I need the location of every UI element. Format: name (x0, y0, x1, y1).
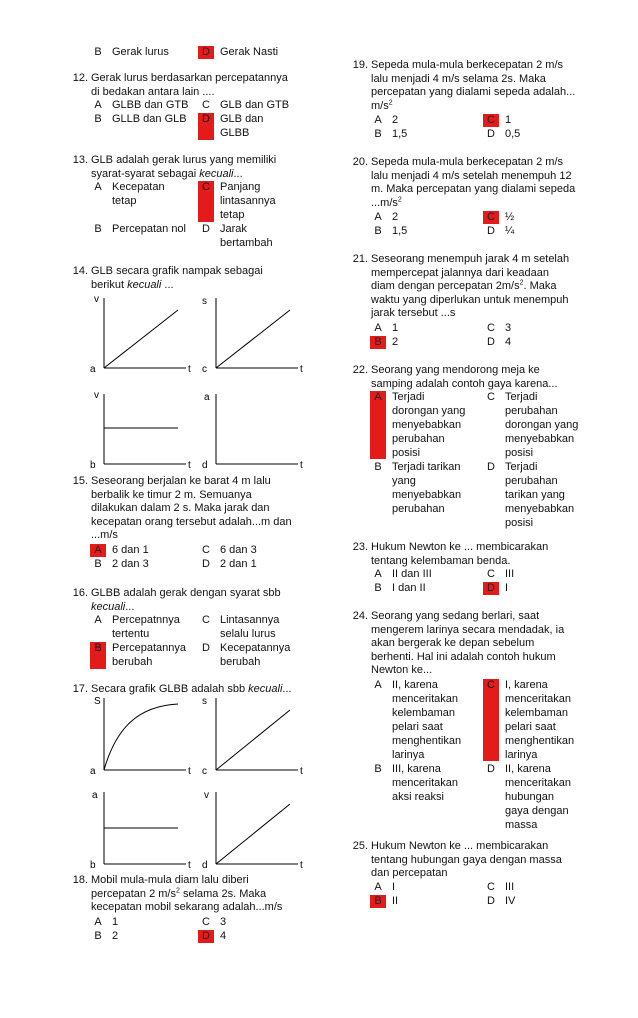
option-letter: B (374, 461, 382, 473)
option-letter: A (374, 114, 382, 126)
option-text: perubahan (505, 405, 558, 417)
stem-line: lalu menjadi 4 m/s setelah menempuh 12 (371, 169, 572, 182)
stem-line: Sepeda mula-mula berkecepatan 2 m/s (371, 59, 563, 71)
graph-letter-a: a (90, 364, 96, 374)
answer-mark: C (483, 114, 499, 127)
question-12 (60, 72, 320, 142)
answer-mark: C (483, 211, 499, 224)
question-18 (60, 874, 320, 954)
graph-letter-d: d (202, 460, 208, 470)
question-number: 24. (352, 610, 368, 622)
stem-line: berikut kecuali ... (91, 278, 174, 291)
option-letter: C (487, 568, 495, 580)
stem-line: dan percepatan (371, 867, 448, 879)
option-text: bertambah (220, 237, 273, 249)
option-text: Gerak lurus (112, 46, 169, 58)
graph-14a-vt-linear (88, 292, 208, 374)
option-text: Terjadi (505, 391, 538, 403)
option-text: Percepatnnya (112, 614, 180, 626)
question-number: 18. (72, 874, 88, 886)
option-text: 2 dan 1 (220, 558, 257, 570)
option-letter: A (94, 916, 102, 928)
question-stem (91, 587, 351, 614)
option-text: menceritakan (505, 693, 572, 705)
option-text: 2 (392, 114, 399, 126)
option-text: II, karena (392, 679, 438, 691)
stem-text: m/s (371, 99, 389, 112)
option-text: GLB dan (220, 113, 264, 125)
option-text: 1 (112, 916, 119, 928)
graph-17d-vt-linear (200, 786, 320, 871)
answer-mark: B (370, 895, 386, 908)
stem-line: berbalik ke timur 2 m. Semuanya (91, 488, 252, 501)
answer-mark: D (483, 582, 499, 595)
stem-line: Sepeda mula-mula berkecepatan 2 m/s (371, 156, 563, 168)
question-20 (340, 156, 630, 246)
option-text: lintasannya (220, 195, 276, 207)
option-letter: B (94, 558, 102, 570)
option-text: II (392, 895, 399, 907)
option-text: tetap (112, 195, 137, 207)
option-text: 6 dan 3 (220, 544, 257, 556)
option-letter: D (487, 461, 495, 473)
option-text: posisi (505, 447, 534, 459)
option-letter: B (374, 763, 382, 775)
option-text: 2 (392, 211, 399, 223)
option-text: selalu lurus (220, 628, 276, 640)
axis-label-a: a (92, 790, 98, 801)
option-text: Terjadi tarikan (392, 461, 461, 473)
question-stem (371, 541, 626, 568)
question-stem (91, 475, 351, 543)
option-text: pelari saat (505, 721, 556, 733)
option-text: perubahan (392, 433, 445, 445)
option-text: 2 (112, 930, 119, 942)
option-letter: A (374, 391, 382, 403)
question-stem (371, 364, 626, 391)
stem-line: Newton ke... (371, 664, 433, 676)
option-text: pelari saat (392, 721, 443, 733)
question-number: 25. (352, 840, 368, 852)
question-number: 17. (72, 683, 88, 695)
option-text: hubungan (505, 791, 554, 803)
option-text: Gerak Nasti (220, 46, 279, 58)
option-text: Kecepatannya (220, 642, 291, 654)
option-letter: D (487, 895, 495, 907)
axis-label-t: t (300, 766, 303, 777)
option-letter: C (487, 391, 495, 403)
stem-text: berikut (91, 278, 128, 291)
option-text: dorongan yang (505, 419, 579, 431)
option-text: larinya (392, 749, 425, 761)
option-text: 0,5 (505, 128, 521, 140)
graph-letter-c: c (202, 364, 207, 374)
option-text: tertentu (112, 628, 150, 640)
axis-label-a: a (204, 392, 210, 403)
axis-label-t: t (300, 364, 303, 374)
option-text: Percepatannya (112, 642, 186, 654)
axis-label-t: t (188, 766, 191, 777)
superscript: 2 (519, 279, 524, 287)
option-text: Jarak (220, 223, 247, 235)
question-number: 21. (352, 253, 368, 265)
option-text: III (505, 568, 515, 580)
stem-line: kecepatan orang tersebut adalah...m dan (91, 515, 292, 528)
option-text: posisi (505, 517, 534, 529)
option-letter: A (94, 99, 102, 111)
option-letter: D (487, 336, 495, 348)
stem-line: Hukum Newton ke ... membicarakan (371, 541, 549, 553)
option-text: berubah (220, 656, 261, 668)
option-text: GLBB dan GTB (112, 99, 189, 111)
option-letter: A (374, 679, 382, 691)
option-text: Terjadi (392, 391, 425, 403)
superscript: 2 (397, 195, 402, 203)
option-letter: D (487, 225, 495, 237)
question-stem (371, 253, 626, 321)
question-number: 12. (72, 72, 88, 84)
question-21 (340, 253, 630, 353)
stem-text: selama 2s. Maka (179, 887, 267, 900)
option-letter: B (94, 930, 102, 942)
axis-label-s: s (202, 696, 207, 707)
option-letter: B (94, 46, 102, 58)
axis-label-v: v (94, 294, 99, 305)
stem-line: dilakukan dalam 2 s. Maka jarak dan (91, 502, 270, 514)
option-text: kelembaman (392, 707, 455, 719)
stem-emphasis: kecuali (127, 278, 162, 291)
option-letter: A (94, 181, 102, 193)
stem-line: akan bergerak ke depan sebelum (371, 637, 535, 649)
option-letter: A (374, 211, 382, 223)
stem-line: GLB adalah gerak lurus yang memiliki (91, 154, 277, 166)
option-letter: D (202, 642, 210, 654)
option-text: tarikan yang (505, 489, 565, 501)
option-letter: C (487, 881, 495, 893)
stem-line: Seorang yang sedang berlari, saat (371, 610, 540, 622)
stem-line (371, 100, 626, 114)
graph-letter-b: b (90, 460, 96, 470)
stem-text: syarat-syarat sebagai (91, 167, 200, 180)
option-text: III (505, 881, 515, 893)
option-text: 1 (505, 114, 512, 126)
option-letter: B (94, 223, 102, 235)
option-text: Kecepatan (112, 181, 165, 193)
stem-line: mengerem larinya secara mendadak, ia (371, 623, 565, 636)
option-text: III, karena (392, 763, 441, 775)
option-text: 6 dan 1 (112, 544, 149, 556)
stem-line: tentang hubungan gaya dengan massa (371, 853, 562, 866)
question-stem (371, 59, 626, 113)
option-text: I (505, 582, 509, 594)
stem-text: . Maka (523, 280, 557, 292)
option-text: Panjang (220, 181, 261, 193)
graph-letter-c: c (202, 766, 207, 777)
option-letter: A (374, 881, 382, 893)
stem-text: Secara grafik GLBB adalah sbb (91, 683, 249, 695)
graph-14d-at-zero (200, 388, 320, 470)
option-text: ¼ (505, 225, 515, 237)
option-text: menceritakan (505, 777, 572, 789)
stem-line: Seorang yang mendorong meja ke (371, 364, 540, 376)
stem-emphasis: kecuali (91, 600, 126, 613)
option-letter: C (487, 679, 495, 691)
option-text: menyebabkan (392, 489, 462, 501)
option-text: berubah (112, 656, 153, 668)
question-23 (340, 541, 630, 601)
option-letter: D (487, 763, 495, 775)
question-number: 16. (72, 587, 88, 599)
option-text: GLBB (220, 127, 250, 139)
option-text: GLB dan GTB (220, 99, 290, 111)
question-16 (60, 587, 320, 667)
question-15 (60, 475, 320, 575)
stem-line: tentang kelembaman benda. (371, 554, 511, 567)
option-text: I (392, 881, 396, 893)
question-stem (371, 840, 626, 881)
option-text: 3 (505, 322, 512, 334)
option-text: IV (505, 895, 516, 907)
axis-label-s: s (202, 296, 207, 307)
question-stem (91, 874, 351, 915)
option-text: massa (505, 819, 538, 831)
stem-text: diam dengan percepatan 2m/s (371, 280, 520, 292)
question-number: 22. (352, 364, 368, 376)
stem-line: m. Maka percepatan yang dialami sepeda (371, 183, 576, 195)
option-letter: B (374, 225, 382, 237)
stem-line: mempercepat jalannya dari keadaan (371, 266, 549, 279)
stem-line: Secara grafik GLBB adalah sbb kecuali... (91, 683, 292, 695)
stem-line: percepatan yang dialami sepeda adalah... (371, 86, 576, 98)
stem-line (91, 888, 351, 902)
question-19 (340, 59, 630, 149)
option-text: gaya dengan (505, 805, 569, 817)
option-text: menyebabkan (392, 419, 462, 431)
option-text: posisi (392, 447, 421, 459)
option-letter: C (202, 614, 210, 626)
question-24 (340, 610, 630, 830)
question-number: 23. (352, 541, 368, 553)
option-text: II dan III (392, 568, 432, 580)
question-stem (371, 156, 626, 210)
option-letter: A (374, 322, 382, 334)
stem-line: lalu menjadi 4 m/s selama 2s. Maka (371, 72, 546, 85)
option-letter: B (374, 582, 382, 594)
stem-line: di bedakan antara lain .... (91, 85, 215, 98)
option-text: Lintasannya (220, 614, 280, 626)
option-letter: D (202, 558, 210, 570)
stem-line: GLBB adalah gerak dengan syarat sbb (91, 587, 281, 599)
option-text: 3 (220, 916, 227, 928)
question-22 (340, 364, 630, 529)
stem-line: samping adalah contoh gaya karena... (371, 377, 558, 390)
axis-label-t: t (188, 460, 191, 470)
stem-emphasis: kecuali (199, 167, 234, 180)
stem-line: berhenti. Hal ini adalah contoh hukum (371, 650, 556, 663)
axis-label-v: v (204, 790, 209, 801)
option-letter: B (94, 642, 102, 654)
option-letter: D (487, 128, 495, 140)
stem-line: Hukum Newton ke ... membicarakan (371, 840, 549, 852)
option-text: I, karena (505, 679, 548, 691)
option-text: menghentikan (392, 735, 462, 747)
option-text: II, karena (505, 763, 551, 775)
option-text: dorongan yang (392, 405, 466, 417)
option-text: yang (392, 475, 416, 487)
stem-line: waktu yang diperlukan untuk menempuh (371, 293, 569, 306)
stem-line: Seseorang berjalan ke barat 4 m lalu (91, 475, 271, 487)
axis-label-v: v (94, 390, 99, 401)
answer-mark: A (90, 544, 106, 557)
option-text: 4 (220, 930, 227, 942)
stem-line: GLB secara grafik nampak sebagai (91, 265, 263, 277)
option-text: menceritakan (392, 777, 459, 789)
option-text: Terjadi (505, 461, 538, 473)
stem-line: Gerak lurus berdasarkan percepatannya (91, 72, 288, 84)
axis-label-t: t (300, 860, 303, 871)
question-number: 13. (72, 154, 88, 166)
option-letter: D (202, 223, 210, 235)
question-number: 20. (352, 156, 368, 168)
axis-label-t: t (188, 860, 191, 871)
option-text: 2 (392, 336, 399, 348)
option-text: aksi reaksi (392, 791, 444, 803)
option-text: I dan II (392, 582, 426, 594)
stem-line: Seseorang menempuh jarak 4 m setelah (371, 253, 570, 265)
stem-line: jarak tersebut ...s (371, 307, 456, 319)
question-stem (91, 154, 351, 181)
stem-line (371, 197, 626, 211)
option-text: menghentikan (505, 735, 575, 747)
option-letter: C (202, 181, 210, 193)
axis-label-t: t (188, 364, 191, 374)
stem-line: syarat-syarat sebagai kecuali... (91, 167, 243, 180)
option-text: ½ (505, 211, 515, 223)
answer-mark: D (198, 46, 214, 59)
option-text: perubahan (505, 475, 558, 487)
option-text: kelembaman (505, 707, 568, 719)
option-text: 1 (392, 322, 399, 334)
graph-17b-at-constant (88, 786, 208, 871)
option-letter: A (94, 614, 102, 626)
stem-line: ...m/s (91, 529, 118, 541)
graph-letter-a: a (90, 766, 96, 777)
question-number: 19. (352, 59, 368, 71)
graph-17a-st-curve (88, 692, 208, 777)
graph-14b-vt-constant (88, 388, 208, 470)
stem-line (371, 280, 626, 294)
answer-mark: B (370, 336, 386, 349)
option-letter: C (202, 99, 210, 111)
option-text: larinya (505, 749, 538, 761)
answer-mark: D (198, 930, 214, 943)
option-letter: D (202, 113, 210, 125)
option-text: 1,5 (392, 128, 408, 140)
option-text: 4 (505, 336, 512, 348)
option-text: GLLB dan GLB (112, 113, 187, 125)
stem-text: ...m/s (371, 196, 398, 209)
graph-letter-b: b (90, 860, 96, 871)
question-stem (91, 72, 351, 99)
option-letter: C (202, 916, 210, 928)
question-number: 15. (72, 475, 88, 487)
option-letter: C (487, 322, 495, 334)
stem-emphasis: kecuali (248, 683, 283, 695)
question-number: 14. (72, 265, 88, 277)
stem-text: percepatan 2 m/s (91, 887, 176, 900)
graph-14c-st-linear (200, 292, 320, 374)
option-letter: A (374, 568, 382, 580)
superscript: 2 (176, 886, 180, 894)
question-stem (91, 265, 351, 292)
option-text: Percepatan nol (112, 223, 186, 235)
option-text: menyebabkan (505, 503, 575, 515)
axis-label-t: t (300, 460, 303, 470)
question-stem (371, 610, 626, 678)
question-13 (60, 154, 320, 254)
axis-label-s: S (94, 696, 101, 707)
graph-17c-st-linear (200, 692, 320, 777)
stem-line: kecuali... (91, 600, 135, 613)
option-text: 2 dan 3 (112, 558, 149, 570)
superscript: 2 (388, 98, 393, 106)
option-text: 1,5 (392, 225, 408, 237)
option-letter: B (374, 128, 382, 140)
option-letter: C (202, 544, 210, 556)
question-11-options-tail (60, 46, 320, 60)
option-text: menyebabkan (505, 433, 575, 445)
option-letter: B (94, 113, 102, 125)
stem-line: kecepatan mobil sekarang adalah...m/s (91, 901, 283, 913)
stem-line: Mobil mula-mula diam lalu diberi (91, 874, 249, 886)
option-text: menceritakan (392, 693, 459, 705)
question-25 (340, 840, 630, 915)
option-text: perubahan (392, 503, 445, 515)
graph-letter-d: d (202, 860, 208, 871)
option-text: tetap (220, 209, 245, 221)
